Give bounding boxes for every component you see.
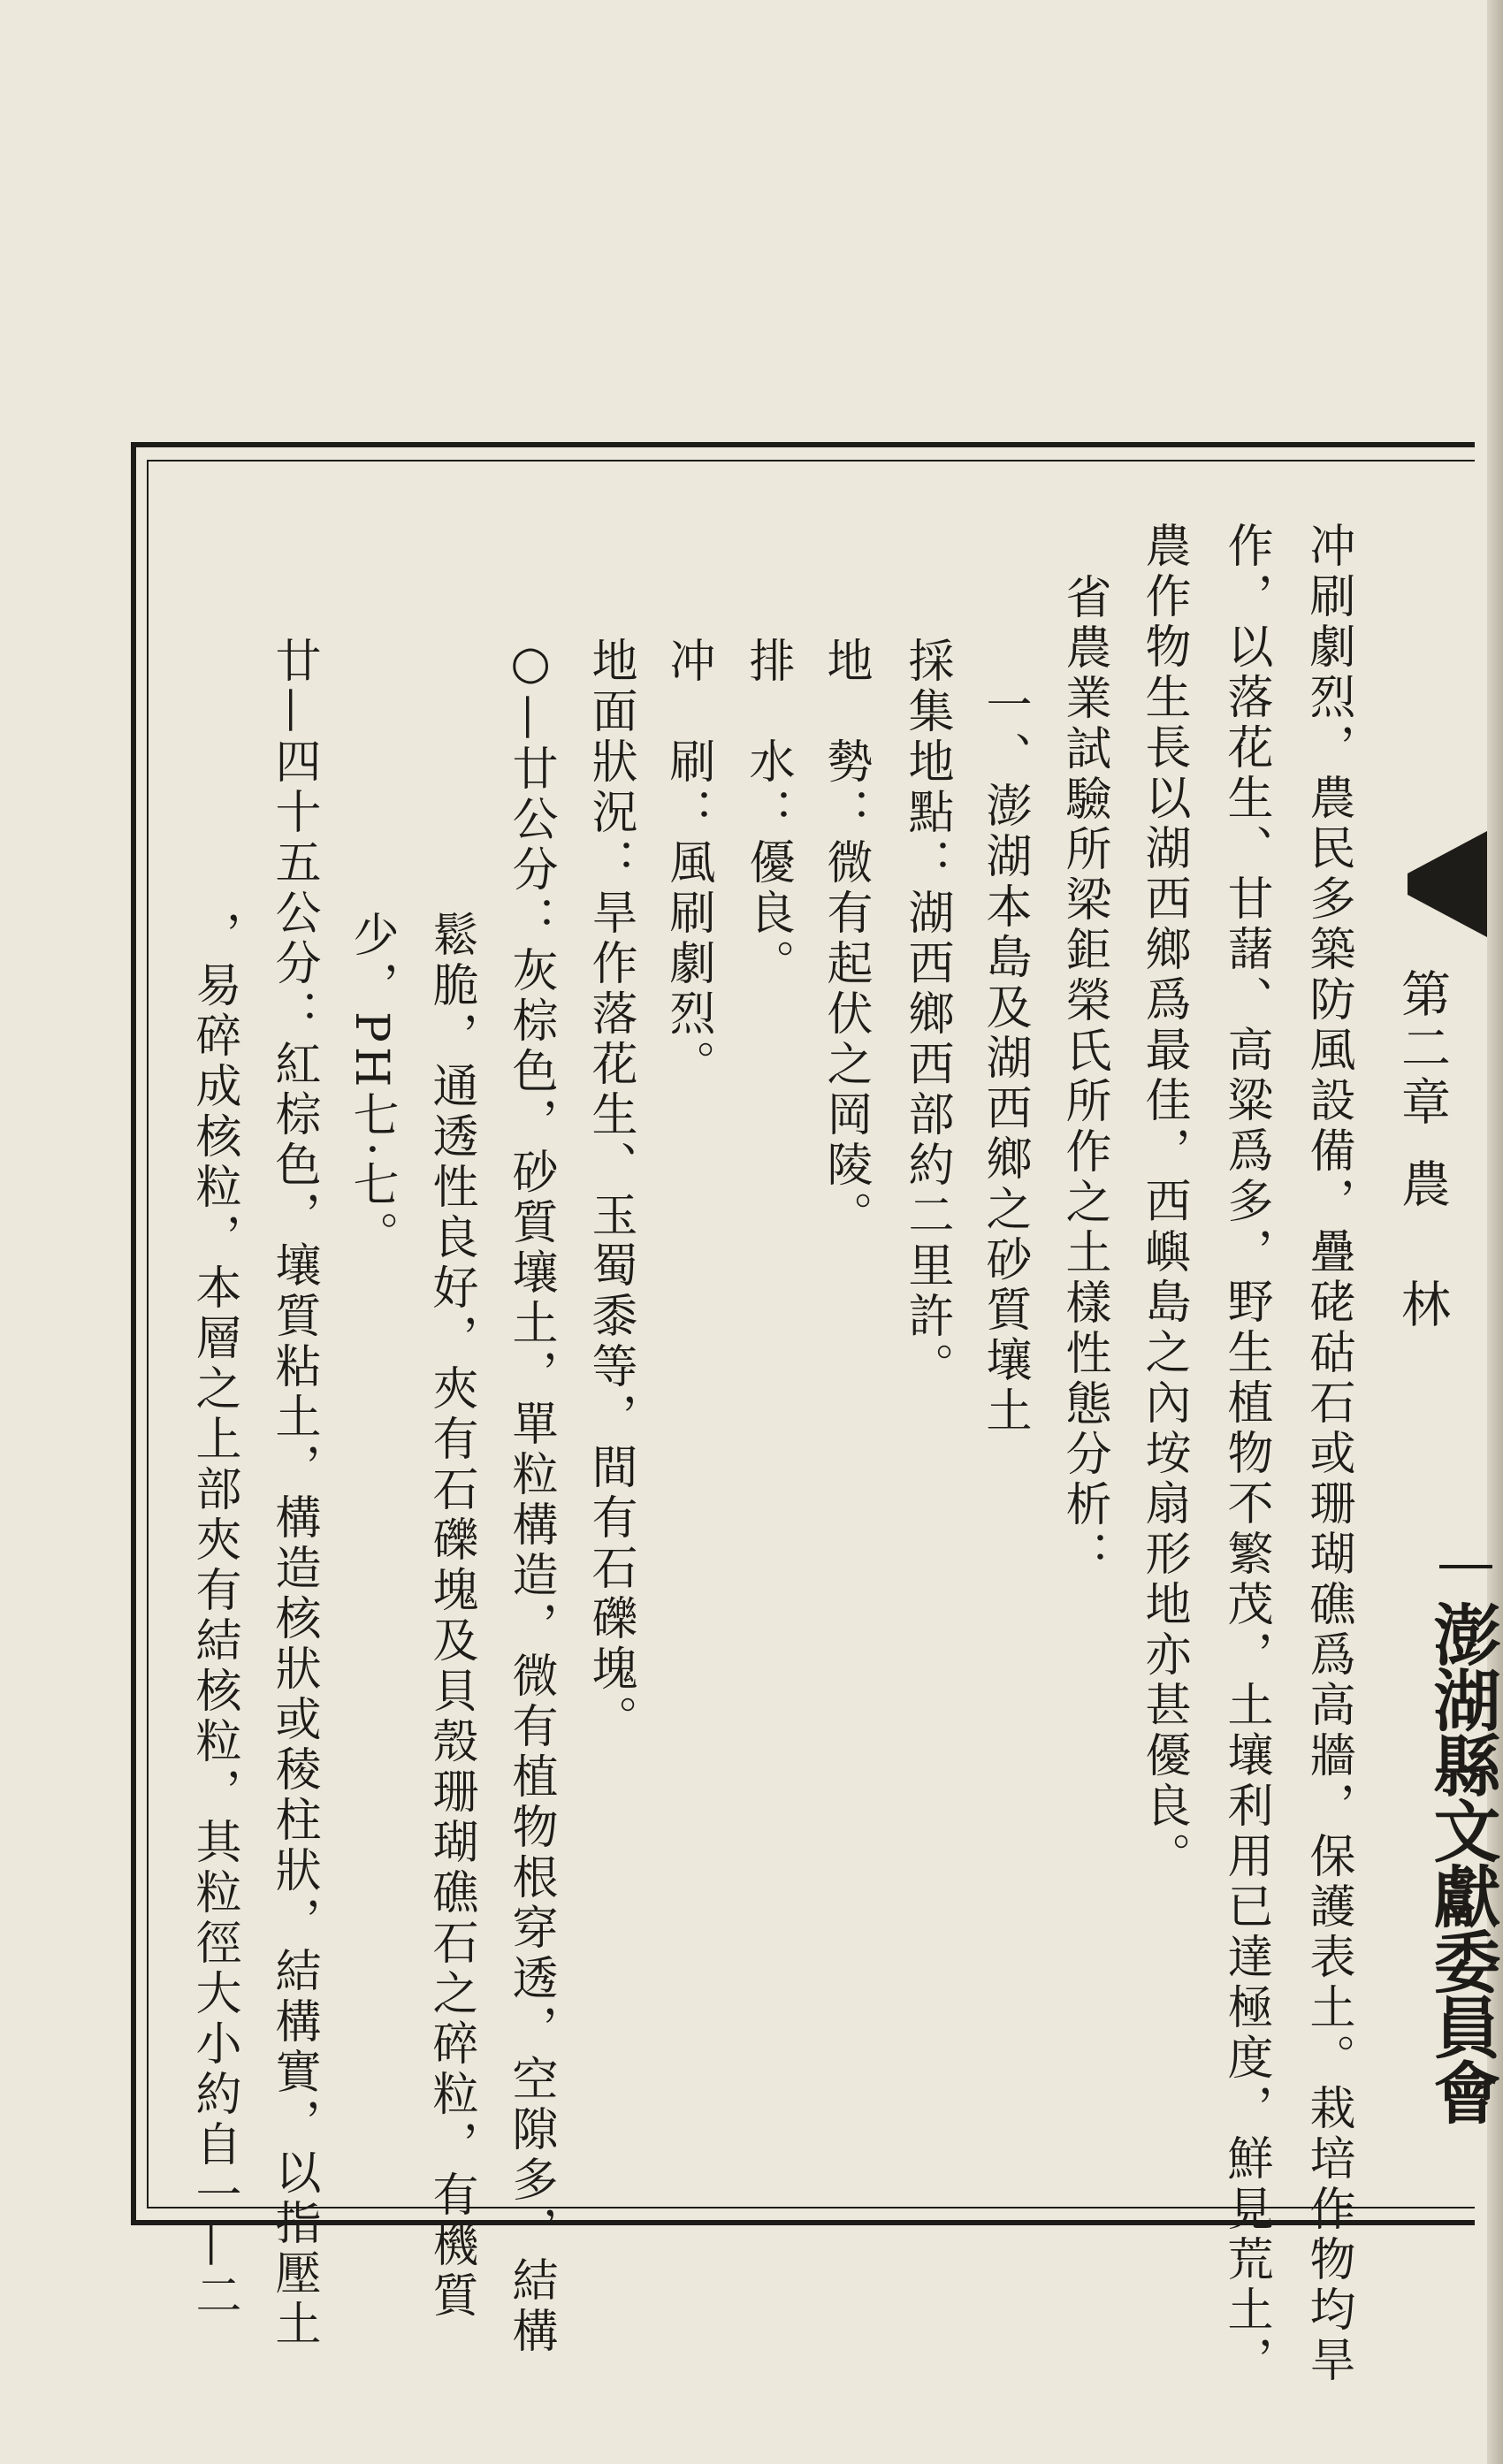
text-column: 省農業試驗所梁鉅榮氏所作之土樣性態分析： [1057,573,1110,1581]
text-column: 地 勢：微有起伏之岡陵。 [819,637,872,1241]
text-column: 冲 刷：風刷劇烈。 [661,637,714,1090]
publisher-title: 澎湖縣文獻委員會 [1423,1600,1501,2124]
text-column: ，易碎成核粒，本層之上部夾有結核粒，其粒徑大小約自一—二 [187,911,240,2322]
page-frame-inner [147,460,1475,2208]
header-rule [1439,1565,1492,1568]
chapter-label: 第二章 [1393,968,1451,1130]
text-column: 農作物生長以湖西鄉爲最佳，西嶼島之內垵扇形地亦甚優良。 [1137,522,1190,1882]
text-column: 排 水：優良。 [741,637,794,989]
section-label: 農 林 [1393,1158,1451,1339]
text-column: 冲刷劇烈，農民多築防風設備，疊硓𥑮石或珊瑚礁爲高牆，保護表土。栽培作物均旱 [1301,522,1354,2386]
text-column: 地面狀況：旱作落花生、玉蜀黍等，間有石礫塊。 [584,637,637,1745]
text-column: 一、澎湖本島及湖西鄉之砂質壤土 [978,681,1031,1437]
text-column: 鬆脆，通透性良好，夾有石礫塊及貝殼珊瑚礁石之碎粒，有機質 [424,911,477,2322]
text-column: 作，以落花生、甘藷、高粱爲多，野生植物不繁茂，土壤利用已達極度，鮮見荒土， [1219,522,1272,2386]
text-column: ○—廿公分：灰棕色，砂質壤土，單粒構造，微有植物根穿透，空隙多，結構 [504,637,557,2357]
text-column: 廿—四十五公分：紅棕色，壤質粘土，構造核狀或稜柱狀，結構實，以指壓土 [267,637,320,2350]
text-column: 採集地點：湖西鄉西部約二里許。 [900,637,953,1392]
text-column: 少，PH七·七。 [345,911,398,1262]
